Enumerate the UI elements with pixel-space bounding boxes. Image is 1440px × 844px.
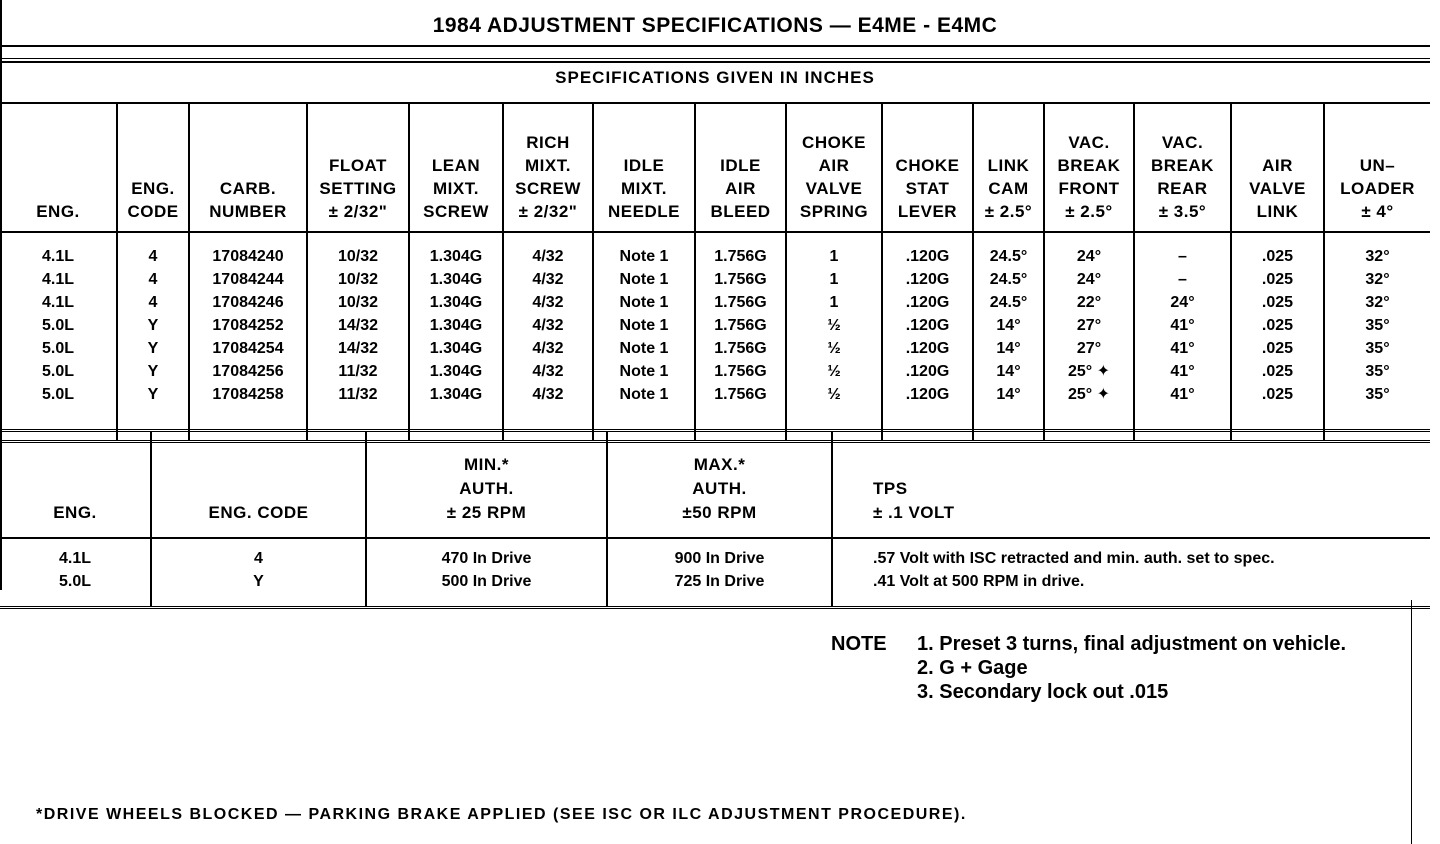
note-label: NOTE bbox=[831, 633, 887, 655]
table-cell: 1.756G bbox=[714, 317, 767, 334]
table-cell: 500 In Drive bbox=[441, 573, 532, 590]
table-cell: .025 bbox=[1261, 271, 1294, 288]
table-cell: .57 Volt with ISC retracted and min. auth. set to spec. bbox=[873, 550, 1275, 567]
idle-column-header: ENG. bbox=[0, 431, 151, 539]
table-cell: 4/32 bbox=[532, 271, 564, 288]
table-cell: .120G bbox=[905, 317, 950, 334]
table-cell: 27° bbox=[1076, 340, 1102, 357]
table-cell: 1.304G bbox=[429, 248, 483, 265]
table-cell: 5.0L bbox=[41, 386, 74, 403]
table-cell: .025 bbox=[1261, 294, 1294, 311]
table-cell: 14° bbox=[996, 317, 1021, 334]
table-cell: 5.0L bbox=[41, 363, 74, 380]
spec-column-header: RICH MIXT. SCREW ± 2/32" bbox=[503, 104, 593, 232]
spec-table bbox=[0, 104, 1430, 443]
table-cell: Note 1 bbox=[619, 386, 669, 403]
spec-column bbox=[593, 232, 695, 442]
table-cell: 32° bbox=[1365, 294, 1390, 311]
table-cell: 1.304G bbox=[429, 294, 483, 311]
table-cell: 1.756G bbox=[714, 294, 767, 311]
idle-column bbox=[832, 538, 1430, 608]
spec-column-header: UN– LOADER ± 4° bbox=[1324, 104, 1430, 232]
table-cell: Y bbox=[147, 317, 159, 334]
table-cell: .025 bbox=[1261, 340, 1294, 357]
idle-column-header: MIN.* AUTH. ± 25 RPM bbox=[366, 431, 607, 539]
units-subtitle: SPECIFICATIONS GIVEN IN INCHES bbox=[555, 68, 875, 87]
table-cell: Y bbox=[147, 340, 159, 357]
table-cell: 11/32 bbox=[338, 363, 378, 380]
spec-column-header: VAC. BREAK REAR ± 3.5° bbox=[1134, 104, 1231, 232]
table-cell: 1.304G bbox=[429, 363, 483, 380]
idle-header-row bbox=[0, 431, 1430, 539]
table-cell: 4/32 bbox=[532, 294, 564, 311]
table-cell: Y bbox=[147, 386, 159, 403]
table-cell: 41° bbox=[1170, 340, 1195, 357]
spec-column bbox=[503, 232, 593, 442]
idle-column bbox=[0, 538, 151, 608]
table-cell: 32° bbox=[1365, 271, 1390, 288]
table-cell: 725 In Drive bbox=[674, 573, 765, 590]
spec-column-header: LEAN MIXT. SCREW bbox=[409, 104, 503, 232]
note-item: 3. Secondary lock out .015 bbox=[917, 681, 1169, 703]
spec-column bbox=[695, 232, 786, 442]
right-margin-rule bbox=[1411, 600, 1412, 844]
table-cell: 41° bbox=[1170, 386, 1195, 403]
idle-column bbox=[366, 538, 607, 608]
table-cell: 10/32 bbox=[337, 294, 379, 311]
table-cell: 1.756G bbox=[714, 340, 767, 357]
spec-column-header: LINK CAM ± 2.5° bbox=[973, 104, 1044, 232]
idle-body-row bbox=[0, 538, 1430, 608]
table-cell: 4/32 bbox=[532, 386, 564, 403]
table-cell: 10/32 bbox=[337, 248, 379, 265]
spec-column bbox=[786, 232, 882, 442]
table-cell: .025 bbox=[1261, 386, 1294, 403]
spec-column-header: ENG. CODE bbox=[117, 104, 189, 232]
table-cell: 1 bbox=[829, 294, 839, 311]
table-cell: 1 bbox=[829, 248, 839, 265]
table-cell: .120G bbox=[905, 340, 950, 357]
table-cell: 14/32 bbox=[337, 317, 379, 334]
table-cell: 41° bbox=[1170, 317, 1195, 334]
table-cell: Y bbox=[147, 363, 159, 380]
table-cell: 35° bbox=[1365, 340, 1390, 357]
table-cell: 4/32 bbox=[532, 248, 564, 265]
table-cell: 5.0L bbox=[41, 340, 74, 357]
table-cell: 4/32 bbox=[532, 340, 564, 357]
table-cell: 1.304G bbox=[429, 271, 483, 288]
table-cell: 35° bbox=[1365, 317, 1390, 334]
table-cell: 11/32 bbox=[338, 386, 378, 403]
table-cell: 4 bbox=[148, 271, 158, 288]
table-cell: ½ bbox=[827, 363, 841, 380]
table-cell: 900 In Drive bbox=[674, 550, 765, 567]
title-rule bbox=[0, 45, 1430, 47]
table-cell: .025 bbox=[1261, 317, 1294, 334]
table-cell: – bbox=[1178, 248, 1187, 265]
table-cell: 24.5° bbox=[989, 271, 1028, 288]
table-cell: 24.5° bbox=[989, 294, 1028, 311]
spec-body-row bbox=[0, 232, 1430, 442]
table-cell: 4/32 bbox=[532, 317, 564, 334]
table-cell: 5.0L bbox=[58, 573, 91, 590]
spec-column bbox=[117, 232, 189, 442]
table-cell: 27° bbox=[1076, 317, 1102, 334]
table-cell: – bbox=[1178, 271, 1187, 288]
table-cell: ½ bbox=[827, 340, 841, 357]
spec-column bbox=[189, 232, 307, 442]
spec-column bbox=[0, 232, 117, 442]
table-cell: 4.1L bbox=[41, 271, 74, 288]
table-cell: 4.1L bbox=[41, 248, 74, 265]
note-item: 1. Preset 3 turns, final adjustment on vehicle. bbox=[917, 633, 1347, 655]
spec-column-header: IDLE MIXT. NEEDLE bbox=[593, 104, 695, 232]
table-cell: 41° bbox=[1170, 363, 1195, 380]
spec-column-header: AIR VALVE LINK bbox=[1231, 104, 1324, 232]
idle-column-header: TPS ± .1 VOLT bbox=[832, 431, 1430, 539]
spec-column-header: CHOKE STAT LEVER bbox=[882, 104, 973, 232]
table-cell: 470 In Drive bbox=[441, 550, 532, 567]
table-cell: 32° bbox=[1365, 248, 1390, 265]
table-cell: ½ bbox=[827, 317, 841, 334]
table-cell: 4 bbox=[148, 248, 158, 265]
table-cell: Note 1 bbox=[619, 248, 669, 265]
table-cell: .025 bbox=[1261, 248, 1294, 265]
table-cell: 17084240 bbox=[212, 248, 284, 265]
table-cell: 35° bbox=[1365, 386, 1390, 403]
table-cell: Note 1 bbox=[619, 363, 669, 380]
table-cell: 1.756G bbox=[714, 386, 767, 403]
spec-column-header: FLOAT SETTING ± 2/32" bbox=[307, 104, 409, 232]
spec-column bbox=[973, 232, 1044, 442]
table-cell: Note 1 bbox=[619, 340, 669, 357]
table-cell: Y bbox=[253, 573, 264, 590]
table-cell: .025 bbox=[1261, 363, 1294, 380]
spec-header-row bbox=[0, 104, 1430, 232]
spec-column bbox=[1324, 232, 1430, 442]
spec-column-header: IDLE AIR BLEED bbox=[695, 104, 786, 232]
table-cell: 25° ✦ bbox=[1067, 386, 1111, 403]
table-cell: Note 1 bbox=[619, 271, 669, 288]
table-cell: .120G bbox=[905, 386, 950, 403]
table-cell: 1.304G bbox=[429, 386, 483, 403]
table-cell: 1.756G bbox=[714, 363, 767, 380]
spec-column bbox=[1134, 232, 1231, 442]
spec-column-header: CHOKE AIR VALVE SPRING bbox=[786, 104, 882, 232]
table-cell: 17084258 bbox=[212, 386, 284, 403]
spec-column bbox=[409, 232, 503, 442]
spec-column bbox=[882, 232, 973, 442]
spec-column bbox=[307, 232, 409, 442]
table-cell: 4.1L bbox=[41, 294, 74, 311]
table-cell: 14° bbox=[996, 340, 1021, 357]
table-cell: 24° bbox=[1076, 248, 1102, 265]
table-cell: .120G bbox=[905, 248, 950, 265]
table-cell: 4 bbox=[254, 550, 263, 567]
section-top-rule bbox=[0, 61, 1430, 63]
spec-column-header: CARB. NUMBER bbox=[189, 104, 307, 232]
table-cell: 1.304G bbox=[429, 317, 483, 334]
table-cell: 24° bbox=[1076, 271, 1102, 288]
table-cell: 22° bbox=[1076, 294, 1102, 311]
table-cell: 35° bbox=[1365, 363, 1390, 380]
table-cell: 17084252 bbox=[212, 317, 284, 334]
table-cell: 17084256 bbox=[212, 363, 284, 380]
idle-table bbox=[0, 429, 1430, 609]
idle-column bbox=[151, 538, 366, 608]
table-cell: .120G bbox=[905, 271, 950, 288]
table-cell: .41 Volt at 500 RPM in drive. bbox=[873, 573, 1085, 590]
table-cell: 25° ✦ bbox=[1067, 363, 1111, 380]
table-cell: .120G bbox=[905, 294, 950, 311]
page-title: 1984 ADJUSTMENT SPECIFICATIONS — E4ME - E4MC bbox=[432, 14, 998, 37]
table-cell: .120G bbox=[905, 363, 950, 380]
table-cell: 14/32 bbox=[337, 340, 379, 357]
idle-column bbox=[607, 538, 832, 608]
note-item: 2. G + Gage bbox=[917, 657, 1028, 679]
table-cell: 4/32 bbox=[532, 363, 564, 380]
table-cell: 1.304G bbox=[429, 340, 483, 357]
spec-column-header: ENG. bbox=[0, 104, 117, 232]
table-cell: 4 bbox=[148, 294, 158, 311]
title-rule-thin bbox=[0, 58, 1430, 59]
table-cell: Note 1 bbox=[619, 294, 669, 311]
table-cell: 17084254 bbox=[212, 340, 284, 357]
table-cell: 5.0L bbox=[41, 317, 74, 334]
table-cell: ½ bbox=[827, 386, 841, 403]
table-cell: Note 1 bbox=[619, 317, 669, 334]
table-cell: 10/32 bbox=[337, 271, 379, 288]
table-cell: 14° bbox=[996, 363, 1021, 380]
table-cell: 4.1L bbox=[58, 550, 91, 567]
idle-column-header: ENG. CODE bbox=[151, 431, 366, 539]
table-cell: 17084244 bbox=[212, 271, 284, 288]
spec-column bbox=[1231, 232, 1324, 442]
idle-column-header: MAX.* AUTH. ±50 RPM bbox=[607, 431, 832, 539]
table-cell: 17084246 bbox=[212, 294, 284, 311]
table-cell: 14° bbox=[996, 386, 1021, 403]
table-cell: 1.756G bbox=[714, 248, 767, 265]
note-items bbox=[917, 632, 1346, 704]
table-cell: 24° bbox=[1170, 294, 1195, 311]
table-cell: 1.756G bbox=[714, 271, 767, 288]
spec-column bbox=[1044, 232, 1134, 442]
table-cell: 24.5° bbox=[989, 248, 1028, 265]
footnote: *DRIVE WHEELS BLOCKED — PARKING BRAKE APPLIED (SEE ISC OR ILC ADJUSTMENT PROCEDURE). bbox=[36, 806, 967, 823]
spec-column-header: VAC. BREAK FRONT ± 2.5° bbox=[1044, 104, 1134, 232]
table-cell: 1 bbox=[829, 271, 839, 288]
